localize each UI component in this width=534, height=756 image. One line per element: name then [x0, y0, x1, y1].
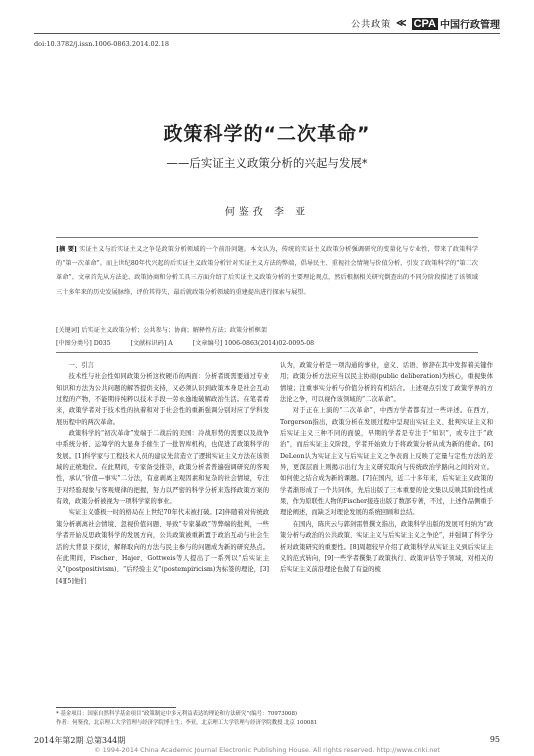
abstract [56, 243, 478, 300]
cpa-logo-icon: CPA [413, 17, 436, 30]
article-title: 政策科学的“二次革命” [163, 123, 371, 145]
section-name: 公共政策 [351, 20, 392, 30]
body-column-left [56, 360, 269, 587]
journal-logo [412, 16, 500, 31]
classification-row [56, 338, 478, 350]
abstract-bottom-rule [56, 352, 478, 353]
paragraph: 对于正在上演的“二次革命”，中西方学者都有过一些评述。在西方，Torgerson指出，政策分析在发展过程中呈现出实证主义、批判实证主义和后实证主义三种不同的面貌，早期的学者是专注于“知识”，或专注于“政治”，而后实证主义阶段，学者开始致力于将政策分析从成为新的使命。[6] DeLeon认为实证主义与后实证主义之争表面上反映了定量与定性方法的差异，更深层面上则揭示出行为主义研究取向与传统政治学路向之间的对立。如何使之结合成为新的课题。[7]在国内，近二十多年来，后实证主义政策的学者渐形成了一个共同体，先后出版了三本重要的论文集以反映其阶段性成果，作为原联性人物的Fischer接连出版了数部专著，不过，上述作品侧重于理论阐述，而缺乏对理论发展的系统回顾和总结。 [280, 407, 493, 517]
funding-footnote: * 基金项目：国家自然科学基金项目“政策制定中多元利益表达的理论和方法研究”(编号：70973008) [56, 711, 298, 717]
article-subtitle: ——后实证主义政策分析的兴起与发展* [166, 156, 368, 170]
keywords-label: [关键词] [56, 327, 80, 334]
running-header [351, 16, 500, 31]
page-number: 95 [489, 735, 500, 744]
paragraph: 在国内，陈庆云与郭剑雷曾撰文指出，政策科学出版的发展可归纳为“政策分析与政治的公共政策、实证主义与后实证主义之争论”，并强调了科学分析对政策研究的重要性。[8]周超较早介绍了政策科学从实证主义到后实证主义的范式转向，[9]一些学者撰集了政策执行、政策评估等子领域，对相关的后实证主义前沿理论也做了有益的梳 [280, 520, 493, 574]
clc-number: [中图分类号] D035 [56, 340, 111, 347]
header-rule [34, 33, 500, 34]
doi: doi:10.3782/j.issn.1006-0863.2014.02.18 [34, 40, 170, 48]
paragraph: 政策科学的“初次革命”发端于二战后的美国：冷战形势的需要以及战争中系统分析、运筹学的大显身手催生了一批智库机构，也促进了政策科学的发展。[1]科学家与工程技术人员的建议先营造立了逻辑实证主义方法在该领域的正统地位。在此期间，专家备受推崇，政策分析者普遍强调研究的客观性，承认“价值—事实”二分法，有意剥离主观因素和复杂的社会情境，专注于对经验现象与客观规律的把握，努力以严密的科学分析来选择政策方案的有效，政策分析被视为一项科学家的事业。 [56, 430, 269, 506]
footnote-rule [56, 707, 176, 708]
keywords [56, 325, 478, 337]
issue-info: 2014年第2期 总第344期 [34, 736, 126, 745]
paragraph: 认为，政策分析是一项沟通的事业，意义、话语、修辞在其中发挥着关键作用；政策分析方法应当以民主协商(public deliberation)为核心，重视集体情境；注重事实分析与价值分析的有机结合。上述观点引发了政策学界的方法论之争，可以视作该领域的“二次革命”。 [280, 362, 493, 404]
authors: 何鉴孜 李 亚 [224, 207, 310, 218]
abstract-label: [摘 要] [56, 246, 77, 253]
journal-name: 中国行政管理 [440, 20, 500, 31]
paragraph: 实证主义盛极一时的格局在上世纪70年代末被打破。[2]伴随着对传统政策分析剥离社会情境、忽视价值问题、导致“专家暴政”等弊端的批判，一些学者开始反思政策科学的发展方向，公共政策被重新置于政治互动与社会生活的大背景下探讨，解释取向的方法与民主参与的问题成为新的研究热点。在此期间，Fischer、Hajer、Gottweis等人提出了一系列以“后实证主义”(postpositivism)、“后经验主义”(postempiricism)为标签的理论，[3][4][5]他们 [56, 509, 269, 585]
abstract-top-rule [56, 237, 478, 238]
document-code: [文献标识码] A [130, 340, 173, 347]
copyright-notice: © 1994-2014 China Academic Journal Electronic Publishing House. All rights reserved. http://www.cnki.net [94, 746, 440, 754]
page-footer [34, 735, 500, 746]
keywords-text: 后实证主义政策分析；公共参与；协商；解释性方法；政策分析框架 [81, 327, 267, 334]
chevron-icon: ≪ [396, 18, 407, 29]
abstract-text: 实证主义与后实证主义之争是政策分析领域的一个前沿问题。本文认为，传统的实证主义政策分析强调研究的变量化与专业性，带来了政策科学的“第一次革命”。而上世纪80年代兴起的后实证主义政策分析针对实证主义方法的弊端，倡导民主、重视社会情境与价值分析，引发了政策科学的“第二次革命”。文章首先从方法论、政策协商和分析工具三方面介绍了后实证主义政策分析的主要理论观点，然后根据相关研究倒查出的不同分阶段描述了该领域三十多年来的历史发展脉络，评价其得失，最后就政策分析领域的重建提出进行探索与展望。 [56, 246, 479, 296]
article-id: [文章编号] 1006-0863(2014)02-0095-08 [192, 340, 315, 347]
paragraph: 技术性与社会性如同政策分析这枚硬币的两面：分析者既需要通过专业知识和方法为公共问题的解答提供支持，又必须认识到政策本身是社会互动过程的产物，不能期待纯粹以技术手段一劳永逸地破解政治生活。在笔者看来，政策学者对于技术性的执着和对于社会性的重新强调分别对应了学科发展历程中的两次革命。 [56, 373, 269, 426]
author-footnote: 作者：何鉴孜，北京理工大学管理与经济学院博士生；李亚，北京理工大学管理与经济学院教授 北京 100081 [56, 720, 318, 726]
section-heading: 一、引言 [68, 362, 94, 369]
body-column-right [280, 360, 493, 576]
